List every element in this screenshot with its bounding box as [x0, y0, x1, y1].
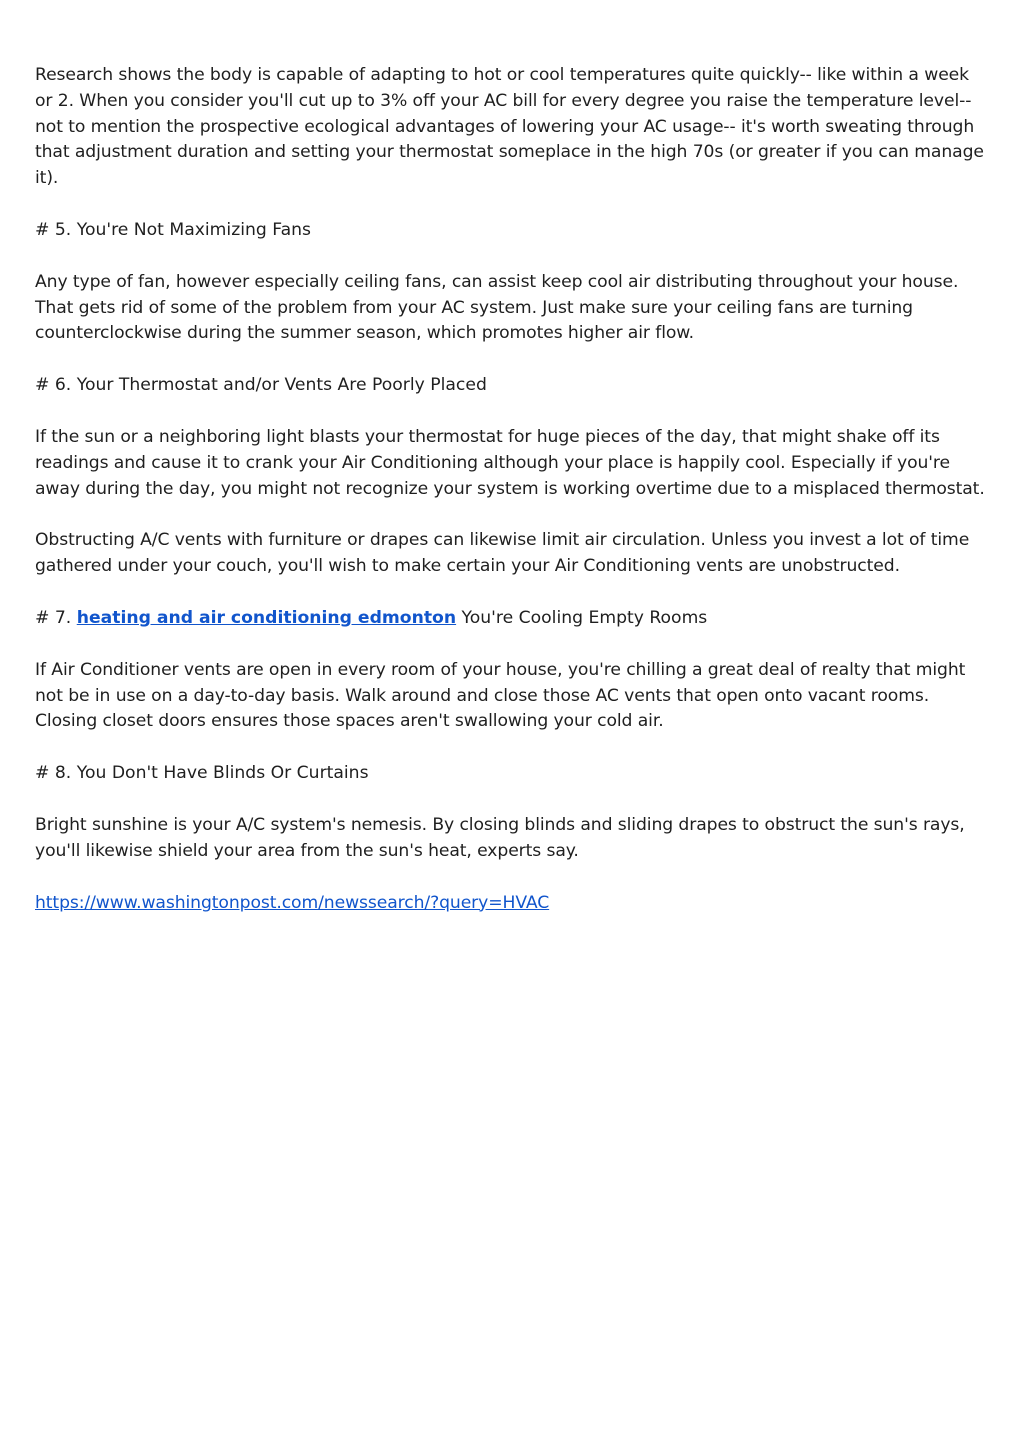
heading-6-thermostat-placement: # 6. Your Thermostat and/or Vents Are Poorly Placed [35, 375, 487, 396]
paragraph-empty-rooms: If Air Conditioner vents are open in every room of your house, you're chilling a great deal of realty that might not be in use on a day-to-day basis. Walk around and close those AC vents that open onto vacant rooms. Closing closet doors ensures those spaces aren't swallowing your cold air. [35, 659, 966, 732]
heading-5-fans: # 5. You're Not Maximizing Fans [35, 219, 311, 240]
paragraph-sunshine: Bright sunshine is your A/C system's nemesis. By closing blinds and sliding drapes to obstruct the sun's rays, you'll likewise shield your area from the sun's heat, experts say. [35, 814, 965, 861]
heading-7-prefix: # 7. [35, 607, 77, 628]
paragraph-thermostat-sun: If the sun or a neighboring light blasts your thermostat for huge pieces of the day, that might shake off its readings and cause it to crank your Air Conditioning although your place is happily cool. Especially if you're away during the day, you might not recognize your system is working overtime due to a misplaced thermostat. [35, 426, 985, 499]
document-body [35, 63, 990, 942]
paragraph-thermostat-adaptation: Research shows the body is capable of adapting to hot or cool temperatures quite quickly-- like within a week or 2. When you consider you'll cut up to 3% off your AC bill for every degree you raise the temperature level-- not to mention the prospective ecological advantages of lowering your AC usage-- it's worth sweating through that adjustment duration and setting your thermostat someplace in the high 70s (or greater if you can manage it). [35, 65, 984, 189]
heading-7-empty-rooms [35, 606, 990, 632]
heating-edmonton-link[interactable]: heating and air conditioning edmonton [76, 607, 457, 628]
paragraph-obstructed-vents: Obstructing A/C vents with furniture or drapes can likewise limit air circulation. Unless you invest a lot of time gathered under your couch, you'll wish to make certain your Air Conditioning vents are unobstructed. [35, 530, 970, 577]
source-link-line [35, 891, 990, 917]
paragraph-ceiling-fans: Any type of fan, however especially ceiling fans, can assist keep cool air distributing throughout your house. That gets rid of some of the problem from your AC system. Just make sure your ceiling fans are turning counterclockwise during the summer season, which promotes higher air flow. [35, 271, 959, 344]
washingtonpost-source-link[interactable]: https://www.washingtonpost.com/newssearch/?query=HVAC [35, 892, 550, 913]
heading-7-suffix: You're Cooling Empty Rooms [456, 607, 708, 628]
heading-8-blinds: # 8. You Don't Have Blinds Or Curtains [35, 763, 369, 784]
